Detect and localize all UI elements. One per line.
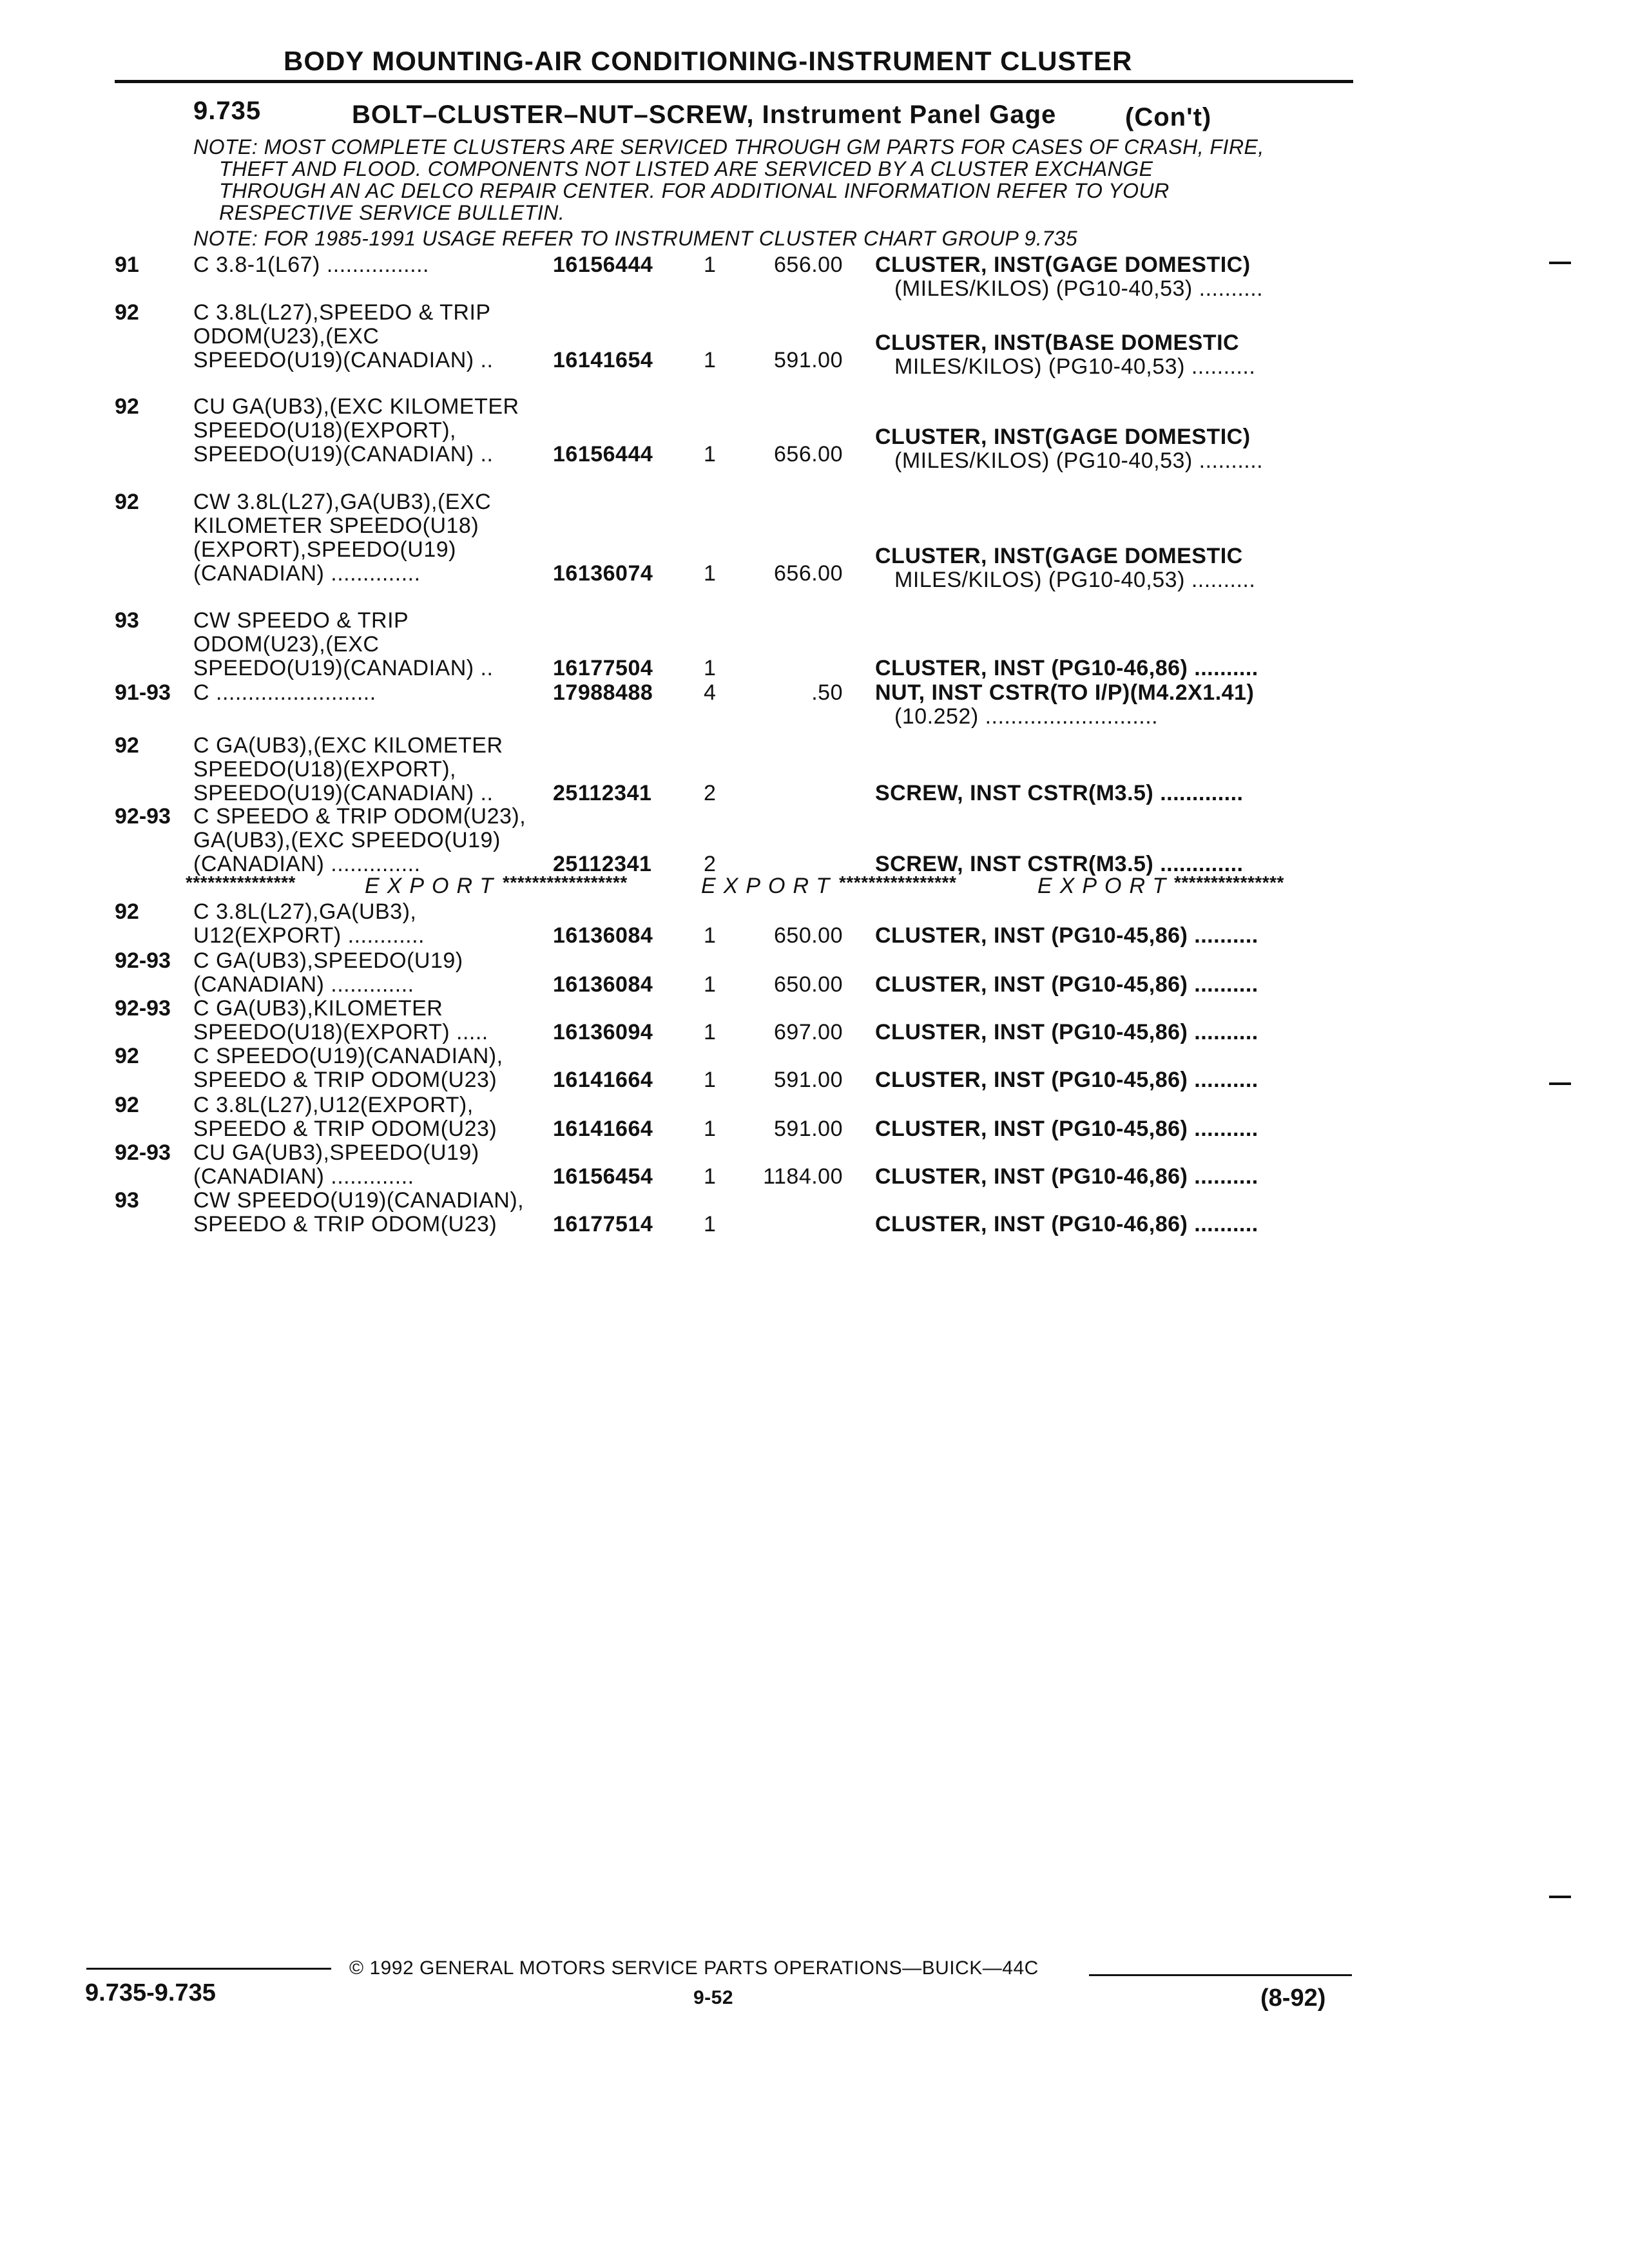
row-year: 92-93 [115, 1140, 171, 1165]
row-description: CLUSTER, INST (PG10-45,86) .......... [875, 1020, 1258, 1044]
row-description: (MILES/KILOS) (PG10-40,53) .......... [894, 276, 1264, 301]
row-application: SPEEDO(U19)(CANADIAN) .. [193, 442, 494, 466]
row-price: 697.00 [774, 1020, 843, 1044]
row-description: CLUSTER, INST (PG10-45,86) .......... [875, 923, 1258, 948]
row-part-number: 25112341 [553, 781, 652, 805]
margin-mark [1549, 1896, 1571, 1898]
section-number: 9.735 [193, 97, 262, 125]
row-quantity: 1 [704, 1117, 717, 1141]
row-description: NUT, INST CSTR(TO I/P)(M4.2X1.41) [875, 680, 1255, 705]
footer-page-number: 9-52 [693, 1987, 734, 2008]
row-description: SCREW, INST CSTR(M3.5) ............. [875, 781, 1244, 805]
header-rule [115, 80, 1353, 83]
row-application: ODOM(U23),(EXC [193, 632, 380, 657]
row-description: CLUSTER, INST(GAGE DOMESTIC) [875, 253, 1251, 277]
row-quantity: 1 [704, 1020, 717, 1044]
row-part-number: 25112341 [553, 852, 652, 876]
row-year: 91 [115, 253, 139, 277]
row-year: 93 [115, 608, 139, 633]
row-year: 93 [115, 1188, 139, 1213]
row-application: (CANADIAN) ............. [193, 972, 414, 997]
row-description: CLUSTER, INST (PG10-45,86) .......... [875, 1117, 1258, 1141]
row-part-number: 16136074 [553, 561, 653, 586]
row-part-number: 16136084 [553, 923, 653, 948]
row-description: CLUSTER, INST (PG10-46,86) .......... [875, 656, 1258, 680]
row-application: KILOMETER SPEEDO(U18) [193, 514, 479, 538]
divider-export-label: EXPORT [1037, 874, 1174, 898]
row-application: C 3.8-1(L67) ................ [193, 253, 429, 277]
divider-export-label: EXPORT [365, 874, 501, 898]
row-year: 92-93 [115, 996, 171, 1021]
row-quantity: 2 [704, 781, 717, 805]
row-application: C GA(UB3),KILOMETER [193, 996, 443, 1021]
divider-stars: **************** [839, 872, 957, 892]
note-line: THROUGH AN AC DELCO REPAIR CENTER. FOR ADDITIONAL INFORMATION REFER TO YOUR [219, 179, 1170, 202]
row-application: CW SPEEDO(U19)(CANADIAN), [193, 1188, 525, 1213]
row-quantity: 1 [704, 1164, 717, 1189]
note-line: NOTE: FOR 1985-1991 USAGE REFER TO INSTRUMENT CLUSTER CHART GROUP 9.735 [193, 227, 1078, 250]
row-quantity: 1 [704, 1068, 717, 1092]
row-application: GA(UB3),(EXC SPEEDO(U19) [193, 828, 501, 852]
margin-mark [1549, 1082, 1571, 1085]
row-description: SCREW, INST CSTR(M3.5) ............. [875, 852, 1244, 876]
row-quantity: 1 [704, 561, 717, 586]
row-price: 650.00 [774, 972, 843, 997]
row-part-number: 16156454 [553, 1164, 653, 1189]
row-quantity: 1 [704, 972, 717, 997]
note-line: THEFT AND FLOOD. COMPONENTS NOT LISTED ARE SERVICED BY A CLUSTER EXCHANGE [219, 157, 1153, 180]
row-application: ODOM(U23),(EXC [193, 324, 380, 349]
row-application: C SPEEDO(U19)(CANADIAN), [193, 1044, 503, 1068]
row-application: SPEEDO & TRIP ODOM(U23) [193, 1212, 497, 1236]
row-price: 650.00 [774, 923, 843, 948]
row-application: C 3.8L(L27),GA(UB3), [193, 899, 417, 924]
row-year: 92 [115, 394, 139, 419]
divider-stars: *************** [186, 872, 296, 892]
row-application: C GA(UB3),(EXC KILOMETER [193, 733, 503, 758]
row-application: CU GA(UB3),(EXC KILOMETER [193, 394, 519, 419]
row-year: 92 [115, 1093, 139, 1117]
row-quantity: 1 [704, 1212, 717, 1236]
divider-stars: *************** [1174, 872, 1284, 892]
row-part-number: 16156444 [553, 253, 653, 277]
row-application: U12(EXPORT) ............ [193, 923, 425, 948]
row-quantity: 1 [704, 348, 717, 372]
page-header: BODY MOUNTING-AIR CONDITIONING-INSTRUMENT CLUSTER [284, 46, 1133, 76]
row-application: (EXPORT),SPEEDO(U19) [193, 537, 457, 562]
row-application: CW 3.8L(L27),GA(UB3),(EXC [193, 490, 492, 514]
row-part-number: 16136084 [553, 972, 653, 997]
divider-stars: ***************** [503, 872, 628, 892]
row-price: 656.00 [774, 442, 843, 466]
row-part-number: 16141664 [553, 1117, 653, 1141]
row-description: (10.252) ........................... [894, 704, 1159, 729]
row-application: SPEEDO(U19)(CANADIAN) .. [193, 348, 494, 372]
row-description: CLUSTER, INST (PG10-45,86) .......... [875, 1068, 1258, 1092]
row-price: .50 [811, 680, 843, 705]
row-year: 92 [115, 300, 139, 325]
footer-range: 9.735-9.735 [85, 1979, 216, 2006]
row-description: CLUSTER, INST(BASE DOMESTIC [875, 331, 1240, 355]
row-description: CLUSTER, INST (PG10-46,86) .......... [875, 1212, 1258, 1236]
row-quantity: 1 [704, 923, 717, 948]
row-price: 591.00 [774, 348, 843, 372]
row-price: 656.00 [774, 253, 843, 277]
row-price: 591.00 [774, 1117, 843, 1141]
row-application: SPEEDO(U19)(CANADIAN) .. [193, 781, 494, 805]
row-description: MILES/KILOS) (PG10-40,53) .......... [894, 568, 1256, 592]
section-title: BOLT–CLUSTER–NUT–SCREW, Instrument Panel Gage [352, 101, 1057, 129]
row-price: 656.00 [774, 561, 843, 586]
row-part-number: 16141654 [553, 348, 653, 372]
row-description: CLUSTER, INST (PG10-46,86) .......... [875, 1164, 1258, 1189]
row-description: CLUSTER, INST(GAGE DOMESTIC) [875, 425, 1251, 449]
row-application: (CANADIAN) .............. [193, 852, 421, 876]
row-quantity: 1 [704, 656, 717, 680]
row-quantity: 2 [704, 852, 717, 876]
section-cont: (Con't) [1125, 103, 1212, 131]
row-application: SPEEDO(U18)(EXPORT), [193, 757, 457, 782]
row-year: 92 [115, 490, 139, 514]
row-year: 92 [115, 899, 139, 924]
row-application: SPEEDO(U18)(EXPORT) ..... [193, 1020, 488, 1044]
row-description: (MILES/KILOS) (PG10-40,53) .......... [894, 448, 1264, 473]
row-description: CLUSTER, INST (PG10-45,86) .......... [875, 972, 1258, 997]
row-application: (CANADIAN) ............. [193, 1164, 414, 1189]
row-quantity: 4 [704, 680, 717, 705]
footer-date: (8-92) [1260, 1984, 1326, 2012]
row-quantity: 1 [704, 442, 717, 466]
row-application: C ......................... [193, 680, 376, 705]
row-part-number: 16156444 [553, 442, 653, 466]
row-description: MILES/KILOS) (PG10-40,53) .......... [894, 354, 1256, 379]
row-year: 92 [115, 1044, 139, 1068]
footer-rule-left [86, 1968, 331, 1970]
row-price: 591.00 [774, 1068, 843, 1092]
row-year: 92-93 [115, 948, 171, 973]
row-application: CU GA(UB3),SPEEDO(U19) [193, 1140, 479, 1165]
row-application: C 3.8L(L27),U12(EXPORT), [193, 1093, 474, 1117]
footer-rule-right [1089, 1974, 1352, 1976]
row-application: C 3.8L(L27),SPEEDO & TRIP [193, 300, 491, 325]
footer-copyright: © 1992 GENERAL MOTORS SERVICE PARTS OPERATIONS—BUICK—44C [349, 1957, 1039, 1979]
row-application: C GA(UB3),SPEEDO(U19) [193, 948, 463, 973]
note-line: NOTE: MOST COMPLETE CLUSTERS ARE SERVICED THROUGH GM PARTS FOR CASES OF CRASH, FIRE, [193, 135, 1264, 159]
row-part-number: 17988488 [553, 680, 653, 705]
row-application: (CANADIAN) .............. [193, 561, 421, 586]
row-part-number: 16141664 [553, 1068, 653, 1092]
row-application: C SPEEDO & TRIP ODOM(U23), [193, 804, 526, 829]
row-application: SPEEDO(U18)(EXPORT), [193, 418, 457, 443]
row-year: 91-93 [115, 680, 171, 705]
margin-mark [1549, 262, 1571, 264]
row-application: SPEEDO(U19)(CANADIAN) .. [193, 656, 494, 680]
row-application: CW SPEEDO & TRIP [193, 608, 409, 633]
row-part-number: 16177504 [553, 656, 653, 680]
row-part-number: 16177514 [553, 1212, 653, 1236]
row-application: SPEEDO & TRIP ODOM(U23) [193, 1117, 497, 1141]
row-part-number: 16136094 [553, 1020, 653, 1044]
row-application: SPEEDO & TRIP ODOM(U23) [193, 1068, 497, 1092]
row-price: 1184.00 [763, 1164, 843, 1189]
divider-export-label: EXPORT [701, 874, 838, 898]
row-quantity: 1 [704, 253, 717, 277]
row-year: 92-93 [115, 804, 171, 829]
note-line: RESPECTIVE SERVICE BULLETIN. [219, 201, 565, 224]
row-year: 92 [115, 733, 139, 758]
row-description: CLUSTER, INST(GAGE DOMESTIC [875, 544, 1243, 568]
